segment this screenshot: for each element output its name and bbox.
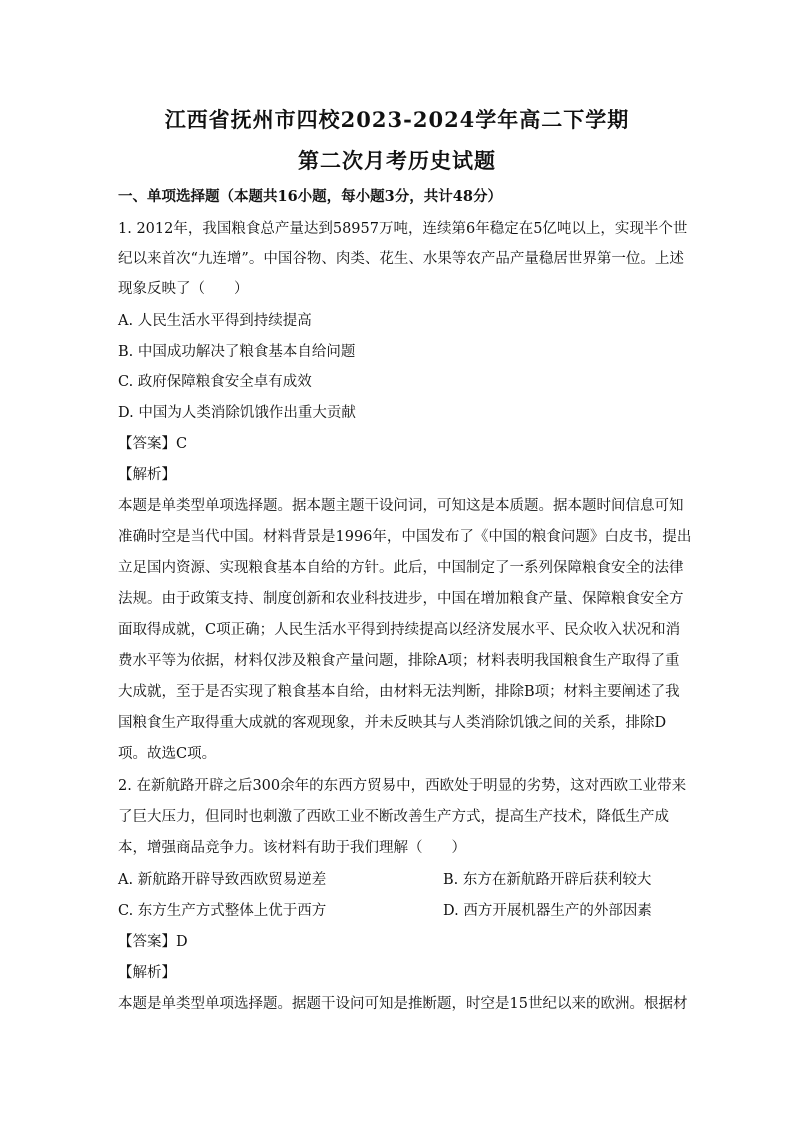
doc-title-line1: 江西省抚州市四校2023-2024学年高二下学期 — [164, 107, 630, 132]
q1-option-d: D. 中国为人类消除饥饿作出重大贡献 — [118, 405, 356, 421]
q2-stem-line: 2. 在新航路开辟之后300余年的东西方贸易中，西欧处于明显的劣势，这对西欧工业带来 — [118, 778, 687, 794]
q1-analysis-line: 费水平等为依据，材料仅涉及粮食产量问题，排除A项；材料表明我国粮食生产取得了重 — [118, 653, 680, 669]
section-header: 一、单项选择题（本题共16小题，每小题3分，共计48分） — [118, 188, 502, 205]
q2-option-d: D. 西方开展机器生产的外部因素 — [443, 903, 652, 919]
q2-stem-line: 本，增强商品竞争力。该材料有助于我们理解（ ） — [118, 840, 466, 856]
q1-option-c: C. 政府保障粮食安全卓有成效 — [118, 374, 312, 390]
q1-analysis-line: 项。故选C项。 — [118, 746, 217, 762]
q2-analysis-label: 【解析】 — [118, 965, 176, 981]
q1-analysis-line: 大成就，至于是否实现了粮食基本自给，由材料无法判断，排除B项；材料主要阐述了我 — [118, 684, 680, 700]
q1-answer: 【答案】C — [118, 436, 188, 452]
q1-stem-line: 1. 2012年，我国粮食总产量达到58957万吨，连续第6年稳定在5亿吨以上，实现半个世 — [118, 221, 688, 237]
q2-option-a: A. 新航路开辟导致西欧贸易逆差 — [118, 872, 327, 888]
doc-title-line2: 第二次月考历史试题 — [298, 148, 496, 173]
q1-analysis-line: 法规。由于政策支持、制度创新和农业科技进步，中国在增加粮食产量、保障粮食安全方 — [118, 591, 684, 607]
q1-analysis-label: 【解析】 — [118, 467, 176, 483]
q1-analysis-line: 面取得成就，C项正确；人民生活水平得到持续提高以经济发展水平、民众收入状况和消 — [118, 622, 681, 638]
q2-stem-line: 了巨大压力，但同时也刺激了西欧工业不断改善生产方式，提高生产技术，降低生产成 — [118, 809, 669, 825]
q2-option-c: C. 东方生产方式整体上优于西方 — [118, 903, 327, 919]
q1-analysis-line: 本题是单类型单项选择题。据本题主题干设问词，可知这是本质题。据本题时间信息可知 — [118, 498, 684, 514]
q1-analysis-line: 立足国内资源、实现粮食基本自给的方针。此后，中国制定了一系列保障粮食安全的法律 — [118, 560, 684, 576]
q1-option-a: A. 人民生活水平得到持续提高 — [118, 313, 312, 329]
q2-analysis-line: 本题是单类型单项选择题。据题干设问可知是推断题，时空是15世纪以来的欧洲。根据材 — [118, 996, 688, 1012]
q1-analysis-line: 准确时空是当代中国。材料背景是1996年，中国发布了《中国的粮食问题》白皮书，提出 — [118, 529, 692, 545]
q2-option-b: B. 东方在新航路开辟后获利较大 — [443, 872, 652, 888]
q1-stem-line: 现象反映了（ ） — [118, 281, 249, 297]
q2-answer: 【答案】D — [118, 934, 188, 950]
q1-option-b: B. 中国成功解决了粮食基本自给问题 — [118, 344, 356, 360]
q1-analysis-line: 国粮食生产取得重大成就的客观现象，并未反映其与人类消除饥饿之间的关系，排除D — [118, 715, 667, 731]
q1-stem-line: 纪以来首次“九连增”。中国谷物、肉类、花生、水果等农产品产量稳居世界第一位。上述 — [118, 251, 684, 267]
